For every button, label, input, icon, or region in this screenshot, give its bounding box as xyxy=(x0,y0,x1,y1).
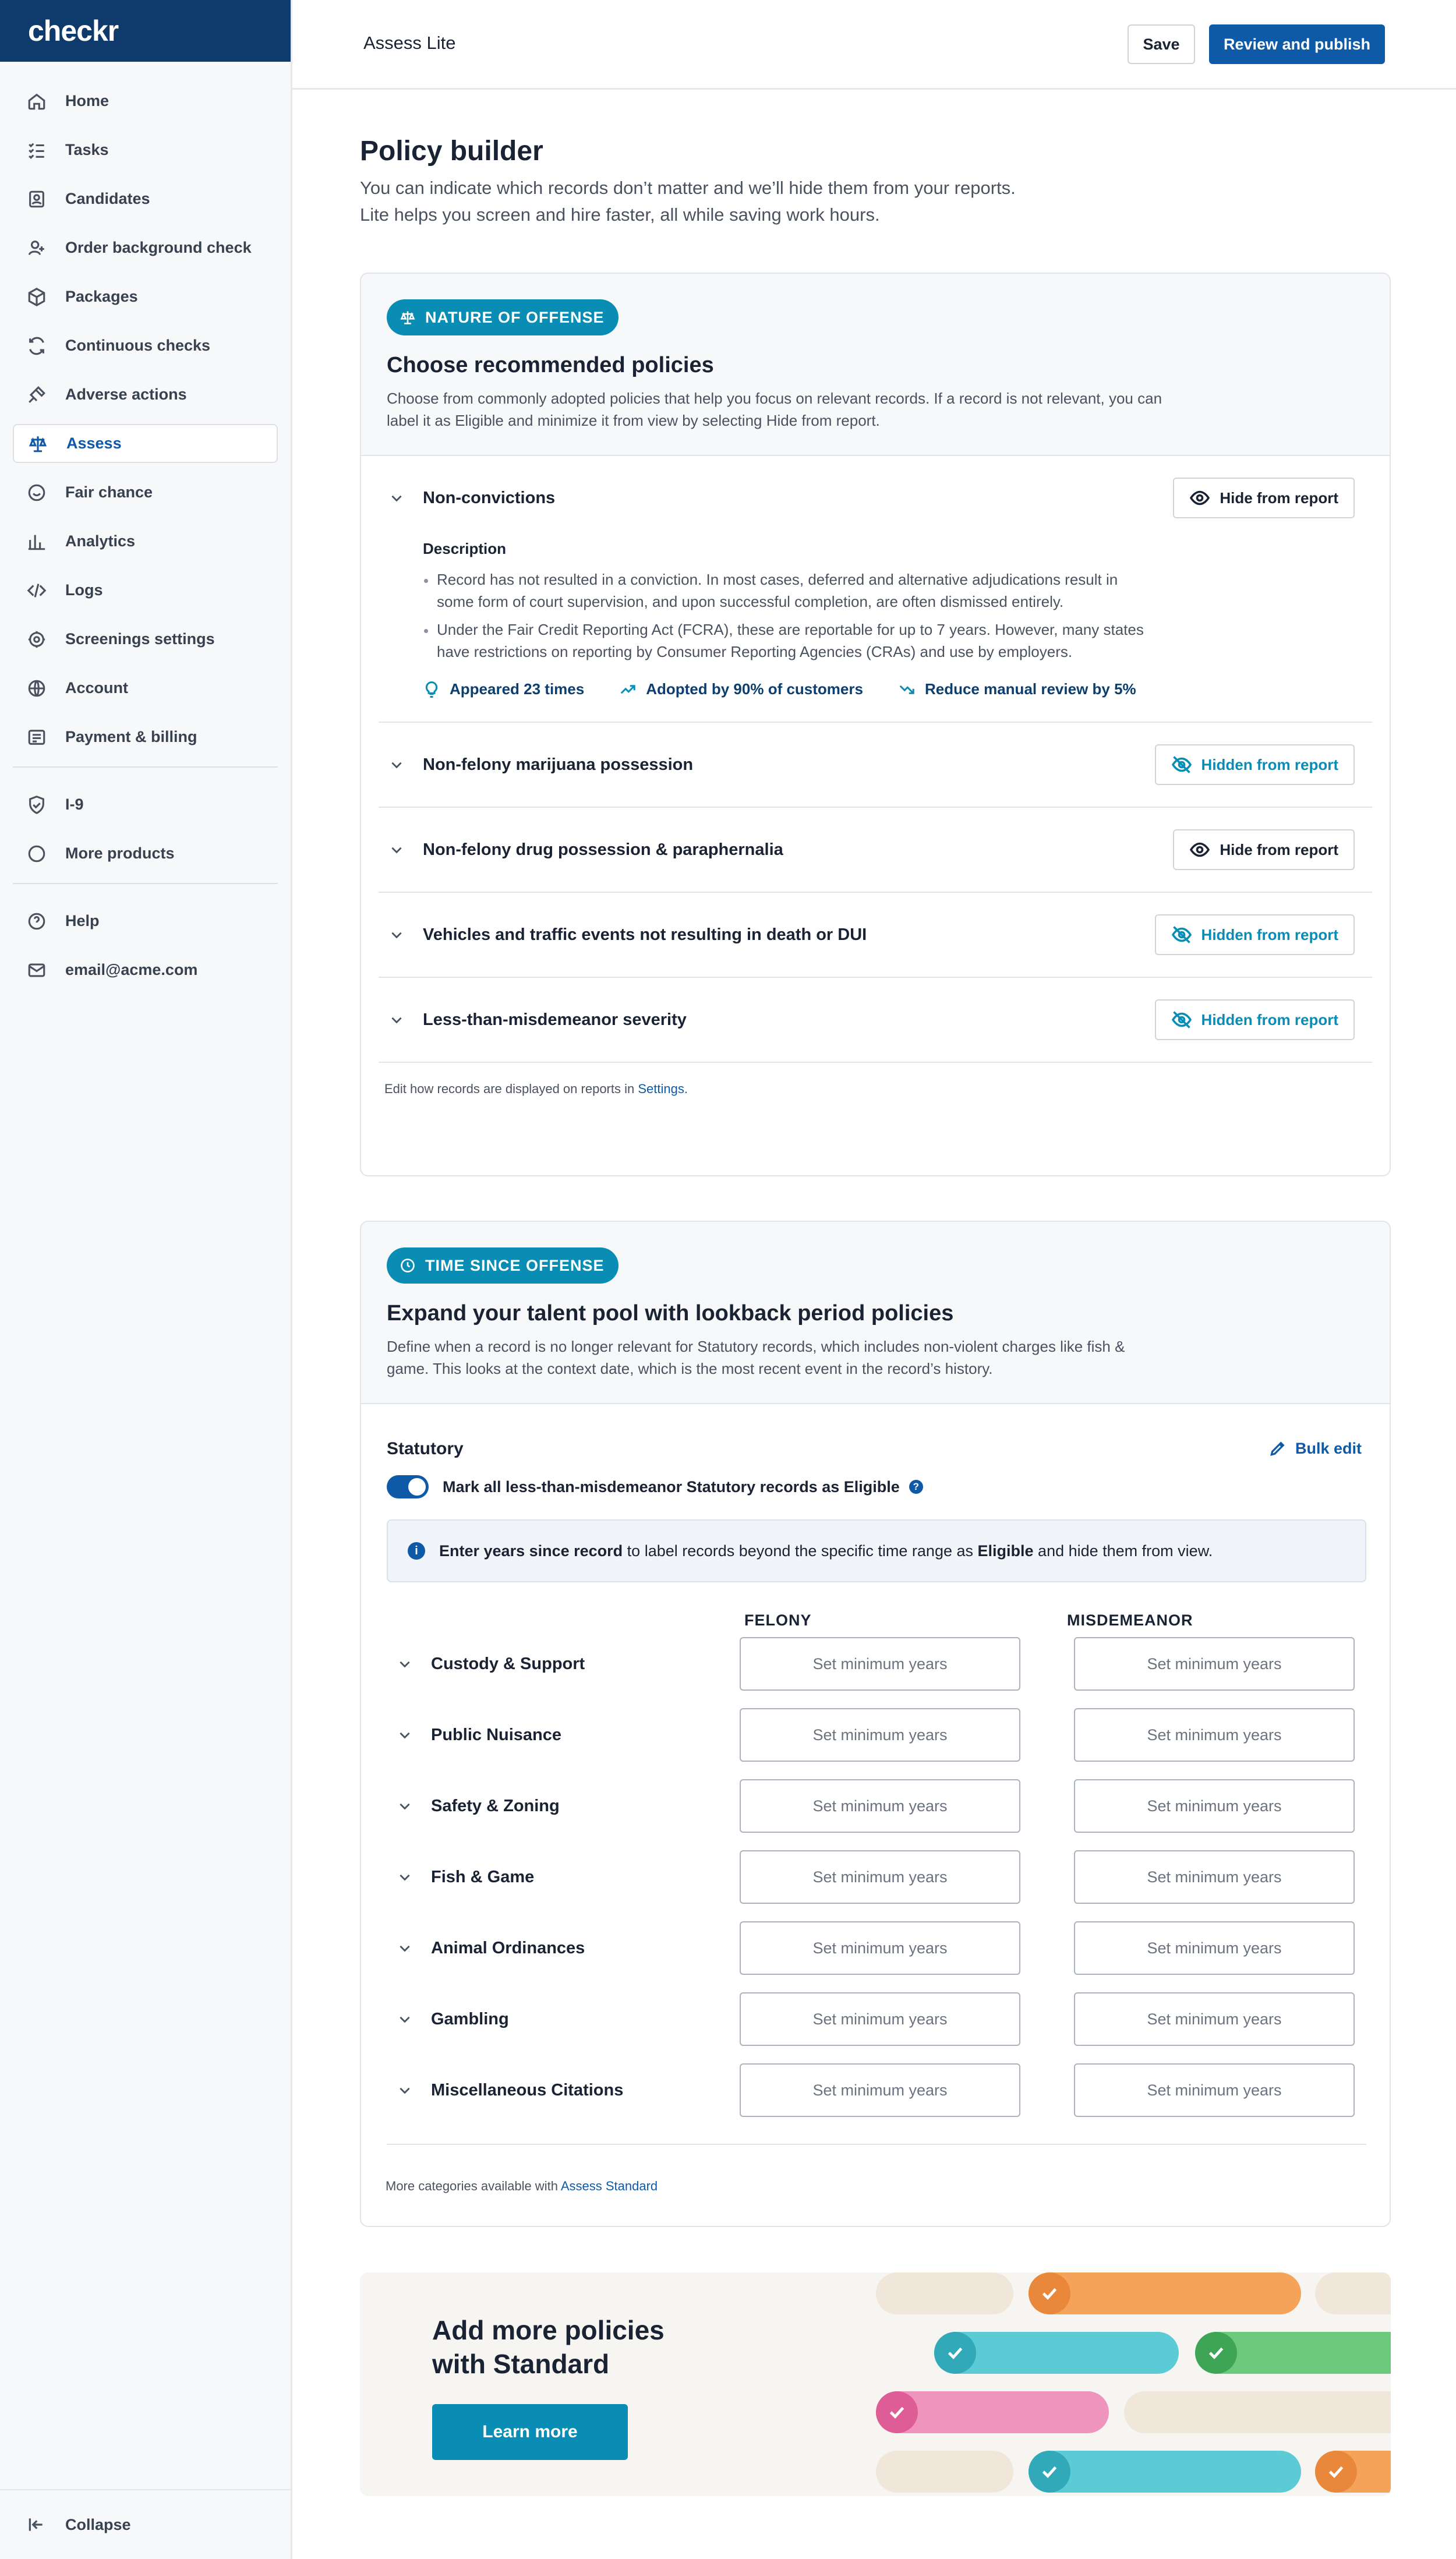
card-title: Choose recommended policies xyxy=(387,353,714,377)
promo-title-line: with Standard xyxy=(432,2349,610,2379)
globe-icon xyxy=(27,678,47,698)
logo-bar xyxy=(0,0,291,62)
stat-label: Adopted by 90% of customers xyxy=(646,680,863,698)
sidebar-item-screenings-settings[interactable] xyxy=(13,620,278,659)
check-icon xyxy=(1195,2332,1237,2374)
hide-from-report-button[interactable] xyxy=(1173,829,1355,870)
policy-row-header[interactable] xyxy=(379,723,1372,807)
card-description: Define when a record is no longer relevant for Statutory records, which includes non-violent charges like fish & game. This looks at the context date, which is the most recent event in the record’s history. xyxy=(387,1338,1125,1377)
nature-of-offense-pill xyxy=(387,299,619,335)
hidden-from-report-button[interactable] xyxy=(1155,744,1355,785)
chevron-down-icon[interactable] xyxy=(389,757,404,772)
mail-icon xyxy=(27,960,47,980)
description-bullet: Record has not resulted in a conviction. In most cases, deferred and alternative adjudications result in some form of court supervision, and upon successful completion, are often dismissed entirely. xyxy=(423,568,1145,613)
sidebar-item-label: Fair chance xyxy=(65,483,153,501)
collapse-icon xyxy=(27,2515,45,2534)
collapse-label: Collapse xyxy=(65,2515,131,2533)
sidebar-item-label: Assess xyxy=(66,434,122,452)
statutory-row xyxy=(387,1637,1366,1691)
misdemeanor-years-input[interactable]: Set minimum years xyxy=(1074,1779,1355,1833)
statutory-row xyxy=(387,1708,1366,1762)
info-text xyxy=(439,1542,1213,1560)
policy-row xyxy=(379,723,1372,808)
chevron-down-icon[interactable] xyxy=(397,1727,412,1742)
policy-label: Vehicles and traffic events not resulting in death or DUI xyxy=(423,925,867,944)
lightbulb-icon xyxy=(423,681,440,698)
settings-footnote xyxy=(361,1063,1390,1115)
toggle-label: Mark all less-than-misdemeanor Statutory records as Eligible xyxy=(443,1478,900,1496)
code-icon xyxy=(27,581,47,600)
scale-icon xyxy=(28,434,48,454)
button-label: Hide from report xyxy=(1220,840,1338,858)
save-button[interactable]: Save xyxy=(1128,24,1195,64)
policy-row xyxy=(379,456,1372,723)
description-heading: Description xyxy=(423,540,507,557)
stat-label: Appeared 23 times xyxy=(450,680,585,698)
felony-years-input[interactable]: Set minimum years xyxy=(740,1637,1020,1691)
decorative-bar xyxy=(1195,2332,1391,2374)
fair-chance-icon xyxy=(27,483,47,503)
policy-row-header[interactable] xyxy=(379,978,1372,1062)
standard-promo-banner xyxy=(360,2272,1391,2496)
more-icon xyxy=(27,844,47,864)
column-header-felony: FELONY xyxy=(744,1611,812,1629)
sidebar-item-adverse-actions[interactable] xyxy=(13,375,278,414)
felony-years-input[interactable]: Set minimum years xyxy=(740,1779,1020,1833)
clock-icon xyxy=(400,1257,416,1274)
help-icon[interactable]: ? xyxy=(909,1480,923,1494)
sidebar-item-label: email@acme.com xyxy=(65,961,198,978)
column-header-misdemeanor: MISDEMEANOR xyxy=(1067,1611,1193,1629)
sidebar-item-label: Help xyxy=(65,912,100,929)
stat-label: Reduce manual review by 5% xyxy=(924,680,1136,698)
misdemeanor-years-input[interactable]: Set minimum years xyxy=(1074,1992,1355,2046)
sidebar-item-label: I-9 xyxy=(65,796,84,813)
sidebar-item-label: Logs xyxy=(65,581,103,599)
sidebar-item-label: Tasks xyxy=(65,141,109,158)
policy-row-header[interactable] xyxy=(379,808,1372,892)
pill-label: TIME SINCE OFFENSE xyxy=(425,1256,605,1274)
billing-icon xyxy=(27,727,47,747)
sidebar-item-help[interactable] xyxy=(13,902,278,941)
category-label: Fish & Game xyxy=(431,1867,535,1886)
sidebar-item-label: Order background check xyxy=(65,239,252,256)
candidates-icon xyxy=(27,189,47,209)
analytics-icon xyxy=(27,532,47,552)
card-title: Expand your talent pool with lookback period policies xyxy=(387,1301,954,1326)
decorative-bar xyxy=(1124,2391,1391,2433)
felony-years-input[interactable]: Set minimum years xyxy=(740,1992,1020,2046)
info-mid: to label records beyond the specific time range as xyxy=(623,1542,978,1560)
promo-title-line: Add more policies xyxy=(432,2315,665,2345)
category-label: Gambling xyxy=(431,2009,509,2028)
card-header xyxy=(361,274,1390,456)
card-header xyxy=(361,1222,1390,1404)
sidebar-item-order-background-check[interactable] xyxy=(13,228,278,267)
chevron-down-icon[interactable] xyxy=(397,1798,412,1814)
sidebar-item-i9[interactable] xyxy=(13,785,278,824)
page-title: Policy builder xyxy=(360,136,543,167)
sidebar-nav xyxy=(0,62,291,989)
refresh-icon xyxy=(27,336,47,356)
time-since-offense-pill xyxy=(387,1247,619,1284)
decorative-bar xyxy=(934,2332,1179,2374)
felony-years-input[interactable]: Set minimum years xyxy=(740,1921,1020,1975)
info-bold: Eligible xyxy=(977,1542,1034,1560)
bulk-edit-button[interactable] xyxy=(1268,1439,1362,1458)
pencil-icon xyxy=(1268,1439,1287,1458)
felony-years-input[interactable]: Set minimum years xyxy=(740,1708,1020,1762)
category-label: Animal Ordinances xyxy=(431,1938,585,1957)
chevron-down-icon[interactable] xyxy=(389,490,404,506)
hide-from-report-button[interactable] xyxy=(1173,478,1355,518)
topbar xyxy=(292,0,1456,90)
bulk-edit-label: Bulk edit xyxy=(1295,1439,1362,1457)
sidebar-divider xyxy=(13,766,278,768)
check-icon xyxy=(1315,2451,1357,2493)
decorative-bar xyxy=(876,2391,1109,2433)
button-label: Hidden from report xyxy=(1201,1010,1338,1028)
misdemeanor-years-input[interactable]: Set minimum years xyxy=(1074,1850,1355,1904)
chevron-down-icon[interactable] xyxy=(389,842,404,857)
sidebar-item-label: Analytics xyxy=(65,532,136,550)
section-heading: Statutory xyxy=(387,1439,464,1458)
chevron-down-icon[interactable] xyxy=(397,1869,412,1885)
footnote-end: . xyxy=(684,1081,688,1096)
sidebar-item-assess[interactable] xyxy=(13,424,278,463)
time-since-offense-card xyxy=(360,1221,1391,2227)
decorative-bar xyxy=(876,2451,1013,2493)
checkr-logo[interactable]: checkr xyxy=(28,15,119,47)
eye-off-icon xyxy=(1171,754,1192,775)
chevron-down-icon[interactable] xyxy=(389,1012,404,1027)
sidebar-item-account[interactable] xyxy=(13,669,278,708)
hidden-from-report-button[interactable] xyxy=(1155,914,1355,955)
statutory-section xyxy=(361,1404,1390,2161)
sidebar-item-label: Packages xyxy=(65,288,138,305)
eye-off-icon xyxy=(1171,924,1192,945)
footnote-text: Edit how records are displayed on reports in xyxy=(384,1081,638,1096)
info-icon: i xyxy=(408,1542,425,1560)
statutory-row xyxy=(387,2063,1366,2117)
pill-label: NATURE OF OFFENSE xyxy=(425,308,605,326)
decorative-bar xyxy=(1029,2451,1301,2493)
decorative-bar xyxy=(1315,2451,1391,2493)
sidebar-item-packages[interactable] xyxy=(13,277,278,316)
nature-of-offense-card xyxy=(360,273,1391,1176)
sidebar-item-home[interactable] xyxy=(13,82,278,121)
check-icon xyxy=(1029,2451,1070,2493)
policy-label: Non-felony marijuana possession xyxy=(423,755,694,774)
collapse-button[interactable] xyxy=(0,2489,291,2559)
stat-adopted xyxy=(619,680,863,698)
package-icon xyxy=(27,287,47,307)
assess-standard-link[interactable]: Assess Standard xyxy=(560,2179,658,2193)
policy-row xyxy=(379,893,1372,978)
promo-title xyxy=(432,2313,712,2381)
chevron-down-icon[interactable] xyxy=(389,927,404,942)
page-subtitle-line: You can indicate which records don’t matter and we’ll hide them from your reports. xyxy=(360,178,1016,198)
sidebar-item-payment-billing[interactable] xyxy=(13,717,278,757)
stat-appeared xyxy=(423,680,584,698)
sidebar-item-label: Payment & billing xyxy=(65,728,197,745)
eye-icon xyxy=(1189,487,1210,508)
category-label: Public Nuisance xyxy=(431,1725,562,1744)
check-icon xyxy=(934,2332,976,2374)
sidebar-item-tasks[interactable] xyxy=(13,130,278,169)
card-description: Choose from commonly adopted policies that help you focus on relevant records. If a record is not relevant, you can label it as Eligible and minimize it from view by selecting Hide from report. xyxy=(387,390,1162,429)
info-banner xyxy=(387,1519,1366,1582)
sidebar-item-fair-chance[interactable] xyxy=(13,473,278,512)
sidebar-item-more-products[interactable] xyxy=(13,834,278,873)
category-label: Custody & Support xyxy=(431,1654,585,1673)
footnote-text: More categories available with xyxy=(386,2179,561,2193)
decorative-bar xyxy=(1029,2272,1301,2314)
shield-check-icon xyxy=(27,795,47,815)
misdemeanor-years-input[interactable]: Set minimum years xyxy=(1074,1637,1355,1691)
sidebar-item-label: Account xyxy=(65,679,128,697)
button-label: Hidden from report xyxy=(1201,925,1338,943)
sidebar-item-label: Adverse actions xyxy=(65,386,187,403)
gavel-icon xyxy=(27,385,47,405)
policy-label: Non-felony drug possession & paraphernalia xyxy=(423,840,783,859)
misdemeanor-years-input[interactable]: Set minimum years xyxy=(1074,1708,1355,1762)
policy-stats xyxy=(423,680,1372,698)
check-icon xyxy=(1029,2272,1070,2314)
chevron-down-icon[interactable] xyxy=(397,2012,412,2027)
main-content xyxy=(292,90,1456,2559)
sidebar-item-label: Candidates xyxy=(65,190,150,207)
policy-row-header[interactable] xyxy=(379,893,1372,977)
stat-reduce xyxy=(898,680,1136,698)
chevron-down-icon[interactable] xyxy=(397,1656,412,1671)
sidebar-item-label: More products xyxy=(65,844,175,862)
review-and-publish-button[interactable]: Review and publish xyxy=(1209,24,1385,64)
sidebar-divider xyxy=(13,883,278,884)
eye-icon xyxy=(1189,839,1210,860)
divider xyxy=(387,2144,1366,2145)
trend-up-icon xyxy=(619,681,637,698)
sidebar-item-label: Screenings settings xyxy=(65,630,215,648)
learn-more-button[interactable]: Learn more xyxy=(432,2404,628,2460)
hidden-from-report-button[interactable] xyxy=(1155,999,1355,1040)
description-bullet: Under the Fair Credit Reporting Act (FCRA), these are reportable for up to 7 years. However, many states have restrictions on reporting by Consumer Reporting Agencies (CRAs) and use by employers. xyxy=(423,618,1145,663)
policy-row xyxy=(379,808,1372,893)
eligible-toggle-row xyxy=(387,1475,923,1498)
chevron-down-icon[interactable] xyxy=(397,1941,412,1956)
gear-icon xyxy=(27,630,47,649)
sidebar-item-email[interactable] xyxy=(13,950,278,989)
policy-label: Non-convictions xyxy=(423,488,556,507)
settings-link[interactable]: Settings xyxy=(638,1081,684,1096)
sidebar-item-logs[interactable] xyxy=(13,571,278,610)
chevron-down-icon[interactable] xyxy=(397,2083,412,2098)
tasks-icon xyxy=(27,140,47,160)
decorative-bar xyxy=(876,2272,1013,2314)
check-icon xyxy=(876,2391,918,2433)
sidebar-item-analytics[interactable] xyxy=(13,522,278,561)
policy-row-header[interactable] xyxy=(379,456,1372,540)
page-subtitle xyxy=(360,175,1117,228)
sidebar-item-label: Home xyxy=(65,92,109,109)
statutory-row xyxy=(387,1992,1366,2046)
help-icon xyxy=(27,911,47,931)
button-label: Hidden from report xyxy=(1201,755,1338,773)
statutory-row xyxy=(387,1779,1366,1833)
eye-off-icon xyxy=(1171,1009,1192,1030)
felony-years-input[interactable]: Set minimum years xyxy=(740,1850,1020,1904)
button-label: Hide from report xyxy=(1220,489,1338,507)
statutory-row xyxy=(387,1850,1366,1904)
scale-icon xyxy=(400,309,416,326)
standard-footnote xyxy=(361,2161,1390,2212)
category-label: Safety & Zoning xyxy=(431,1796,560,1815)
info-bold: Enter years since record xyxy=(439,1542,623,1560)
order-icon xyxy=(27,238,47,258)
info-end: and hide them from view. xyxy=(1033,1542,1213,1560)
policy-row xyxy=(379,978,1372,1063)
policy-description xyxy=(379,540,1372,722)
sidebar xyxy=(0,0,292,2559)
sidebar-item-label: Continuous checks xyxy=(65,337,211,354)
statutory-row xyxy=(387,1921,1366,1975)
trend-down-icon xyxy=(898,681,916,698)
eligible-toggle[interactable] xyxy=(387,1475,429,1498)
topbar-title: Assess Lite xyxy=(363,33,456,53)
home-icon xyxy=(27,91,47,111)
misdemeanor-years-input[interactable]: Set minimum years xyxy=(1074,1921,1355,1975)
page-subtitle-line: Lite helps you screen and hire faster, all while saving work hours. xyxy=(360,204,880,225)
sidebar-item-continuous-checks[interactable] xyxy=(13,326,278,365)
sidebar-item-candidates[interactable] xyxy=(13,179,278,218)
category-label: Miscellaneous Citations xyxy=(431,2080,624,2099)
felony-years-input[interactable]: Set minimum years xyxy=(740,2063,1020,2117)
misdemeanor-years-input[interactable]: Set minimum years xyxy=(1074,2063,1355,2117)
policy-label: Less-than-misdemeanor severity xyxy=(423,1010,687,1029)
decorative-bar xyxy=(1315,2272,1391,2314)
